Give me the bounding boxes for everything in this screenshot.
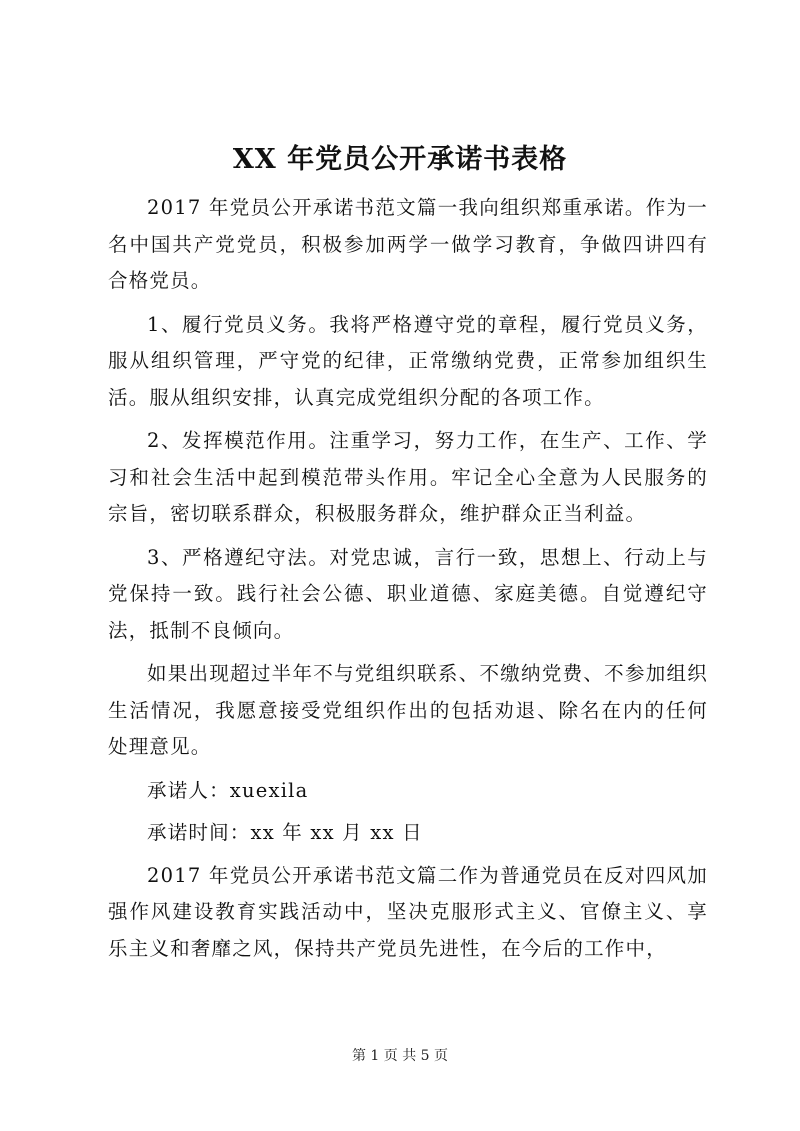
paragraph-promise-date: 承诺时间：xx 年 xx 月 xx 日 <box>147 821 423 844</box>
document-title: XX 年党员公开承诺书表格 <box>232 144 568 175</box>
paragraph-intro: 2017 年党员公开承诺书范文篇一我向组织郑重承诺。作为一名中国共产党党员，积极参加两学一做学习教育，争做四讲四有合格党员。 <box>108 196 708 292</box>
document-body <box>108 190 708 974</box>
paragraph-item-3: 3、严格遵纪守法。对党忠诚，言行一致，思想上、行动上与党保持一致。践行社会公德、职业道德、家庭美德。自觉遵纪守法，抵制不良倾向。 <box>108 545 708 642</box>
paragraph-item-1: 1、履行党员义务。我将严格遵守党的章程，履行党员义务，服从组织管理，严守党的纪律，正常缴纳党费，正常参加组织生活。服从组织安排，认真完成党组织分配的各项工作。 <box>108 312 708 409</box>
paragraph-promiser: 承诺人：xuexila <box>147 778 309 802</box>
page-footer: 第 1 页 共 5 页 <box>351 1048 449 1064</box>
paragraph-consequence: 如果出现超过半年不与党组织联系、不缴纳党费、不参加组织生活情况，我愿意接受党组织作出的包括劝退、除名在内的任何处理意见。 <box>108 662 708 758</box>
paragraph-sample-two: 2017 年党员公开承诺书范文篇二作为普通党员在反对四风加强作风建设教育实践活动中，坚决克服形式主义、官僚主义、享乐主义和奢靡之风，保持共产党员先进性，在今后的工作中， <box>108 863 708 960</box>
paragraph-item-2: 2、发挥模范作用。注重学习，努力工作，在生产、工作、学习和社会生活中起到模范带头作用。牢记全心全意为人民服务的宗旨，密切联系群众，积极服务群众，维护群众正当利益。 <box>108 429 708 525</box>
